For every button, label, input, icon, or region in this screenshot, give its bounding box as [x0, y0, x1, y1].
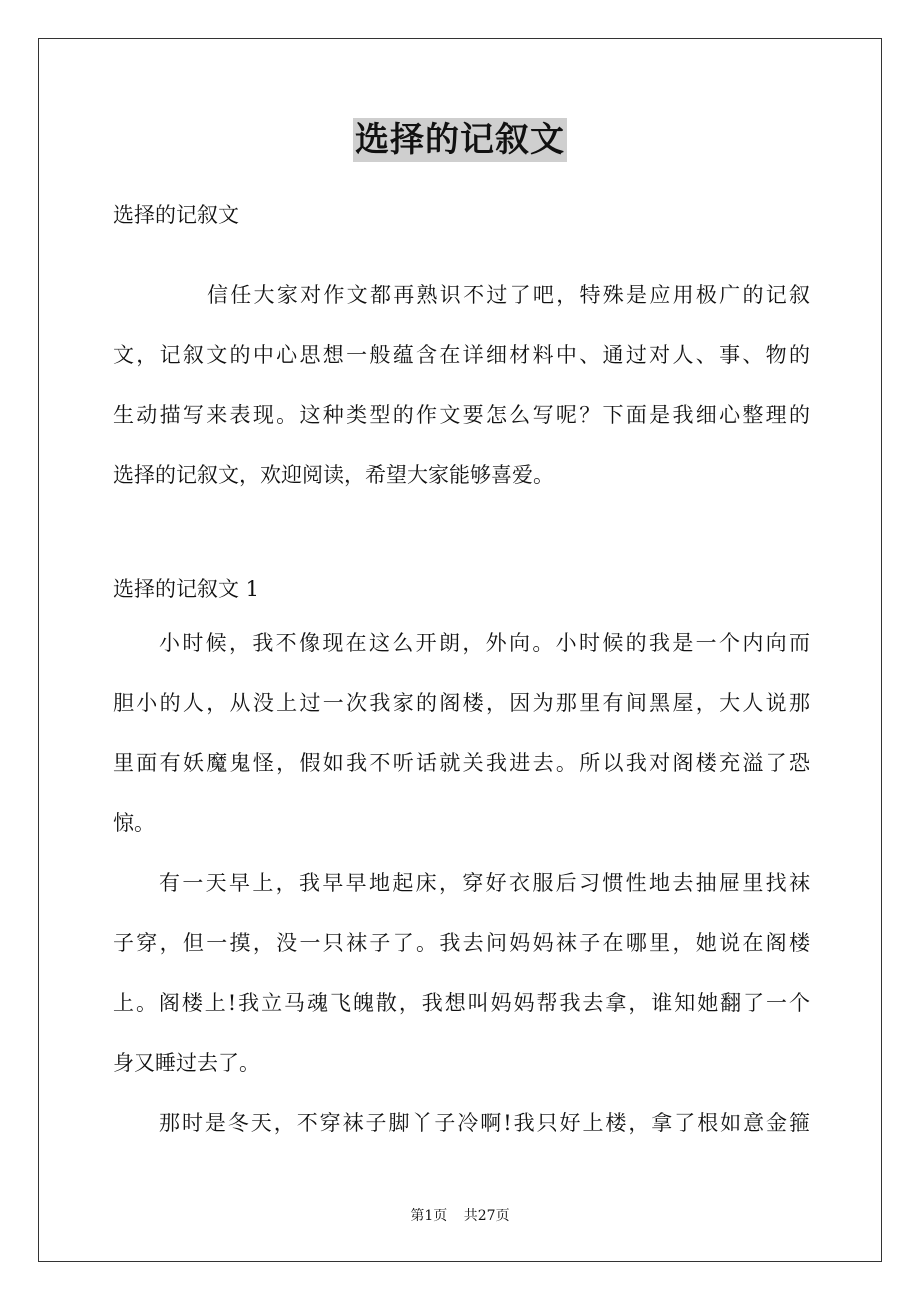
document-title-container	[0, 112, 920, 161]
intro-paragraph	[113, 275, 810, 515]
page-total: 共27页	[463, 1208, 510, 1224]
body-line: 那时是冬天，不穿袜子脚丫子冷啊!我只好上楼，拿了根如意金箍	[159, 1111, 810, 1135]
intro-line: 文，记叙文的中心思想一般蕴含在详细材料中、通过对人、事、物的	[113, 343, 810, 367]
section-heading: 选择的记叙文 1	[113, 577, 260, 601]
page-number: 第1页	[410, 1208, 448, 1224]
document-subtitle: 选择的记叙文	[113, 203, 239, 227]
document-title: 选择的记叙文	[355, 120, 565, 160]
body-line: 子穿，但一摸，没一只袜子了。我去问妈妈袜子在哪里，她说在阁楼	[113, 931, 810, 955]
intro-line: 生动描写来表现。这种类型的作文要怎么写呢？下面是我细心整理的	[113, 403, 810, 427]
intro-line: 信任大家对作文都再熟识不过了吧，特殊是应用极广的记叙	[207, 283, 810, 307]
body-line: 里面有妖魔鬼怪，假如我不听话就关我进去。所以我对阁楼充溢了恐	[113, 751, 810, 775]
section-paragraphs	[113, 623, 810, 1163]
body-line: 小时候，我不像现在这么开朗，外向。小时候的我是一个内向而	[159, 631, 810, 655]
body-line: 身又睡过去了。	[113, 1051, 260, 1075]
body-line: 胆小的人，从没上过一次我家的阁楼，因为那里有间黑屋，大人说那	[113, 691, 810, 715]
page-footer	[0, 1205, 920, 1225]
body-line: 上。阁楼上!我立马魂飞魄散，我想叫妈妈帮我去拿，谁知她翻了一个	[113, 991, 810, 1015]
document-body	[113, 195, 810, 1163]
body-line: 有一天早上，我早早地起床，穿好衣服后习惯性地去抽屉里找袜	[159, 871, 810, 895]
body-line: 惊。	[113, 811, 155, 835]
intro-line: 选择的记叙文，欢迎阅读，希望大家能够喜爱。	[113, 463, 554, 487]
